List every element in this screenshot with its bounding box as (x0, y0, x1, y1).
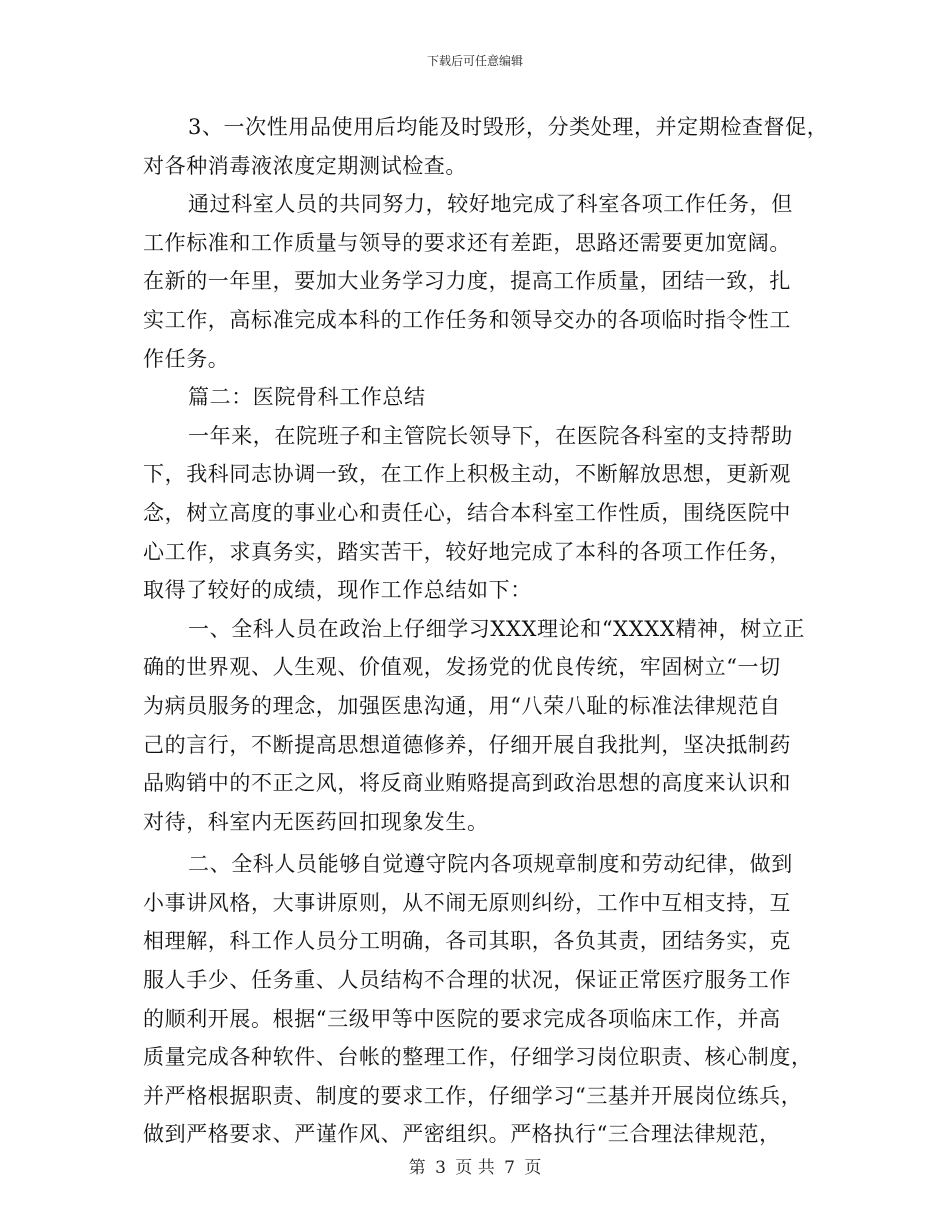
paragraph-line: 相理解，科工作人员分工明确，各司其职，各负其责，团结务实，克 (143, 929, 791, 954)
paragraph-line: 对待，科室内无医药回扣现象发生。 (143, 809, 489, 834)
paragraph-line: 实工作，高标准完成本科的工作任务和领导交办的各项临时指令性工 (143, 307, 791, 332)
document-body (143, 108, 829, 1154)
paragraph-line: 工作标准和工作质量与领导的要求还有差距，思路还需要更加宽阔。 (143, 230, 791, 255)
paragraph-line: 小事讲风格，大事讲原则，从不闹无原则纠纷，工作中互相支持，互 (143, 890, 791, 915)
paragraph-line: 对各种消毒液浓度定期测试检查。 (143, 153, 467, 178)
paragraph-line: 服人手少、任务重、人员结构不合理的状况，保证正常医疗服务工作 (143, 968, 791, 993)
paragraph-line: 确的世界观、人生观、价值观，发扬党的优良传统，牢固树立“一切 (143, 655, 781, 680)
footer-middle: 页 共 (455, 1158, 495, 1178)
paragraph-line: 品购销中的不正之风，将反商业贿赂提高到政治思想的高度来认识和 (143, 771, 791, 796)
page-header-note: 下载后可任意编辑 (426, 54, 523, 68)
paragraph-line: 质量完成各种软件、台帐的整理工作，仔细学习岗位职责、核心制度， (143, 1045, 813, 1070)
paragraph-line: 做到严格要求、严谨作风、严密组织。严格执行“三合理法律规范， (143, 1122, 781, 1147)
paragraph-line: 一年来，在院班子和主管院长领导下，在医院各科室的支持帮助 (188, 423, 793, 448)
footer-prefix: 第 (408, 1158, 426, 1178)
paragraph-line: 一、全科人员在政治上仔细学习XXX理论和“XXXX精神，树立正 (188, 616, 805, 641)
paragraph-line: 念，树立高度的事业心和责任心，结合本科室工作性质，围绕医院中 (143, 500, 791, 525)
paragraph-line: 心工作，求真务实，踏实苦干，较好地完成了本科的各项工作任务， (143, 539, 791, 564)
paragraph-line: 作任务。 (143, 346, 230, 371)
paragraph-line: 并严格根据职责、制度的要求工作，仔细学习“三基并开展岗位练兵， (143, 1083, 803, 1108)
footer-suffix: 页 (524, 1158, 542, 1178)
page-number-footer (0, 1153, 950, 1178)
paragraph-line: 3、一次性用品使用后均能及时毁形，分类处理，并定期检查督促， (188, 115, 829, 139)
paragraph-line: 为病员服务的理念，加强医患沟通，用“八荣八耻的标准法律规范自 (143, 693, 781, 718)
current-page-number: 3 (435, 1158, 446, 1178)
paragraph-line: 通过科室人员的共同努力，较好地完成了科室各项工作任务，但 (188, 192, 793, 217)
paragraph-line: 下，我科同志协调一致，在工作上积极主动，不断解放思想，更新观 (143, 462, 791, 487)
paragraph-line: 的顺利开展。根据“三级甲等中医院的要求完成各项临床工作，并高 (143, 1006, 781, 1031)
paragraph-line: 取得了较好的成绩，现作工作总结如下： (143, 578, 532, 603)
section-heading: 篇二：医院骨科工作总结 (188, 385, 426, 410)
total-page-count: 7 (504, 1158, 515, 1178)
paragraph-line: 在新的一年里，要加大业务学习力度，提高工作质量，团结一致，扎 (143, 269, 791, 294)
paragraph-line: 二、全科人员能够自觉遵守院内各项规章制度和劳动纪律，做到 (188, 852, 793, 877)
paragraph-line: 己的言行，不断提高思想道德修养，仔细开展自我批判，坚决抵制药 (143, 732, 791, 757)
